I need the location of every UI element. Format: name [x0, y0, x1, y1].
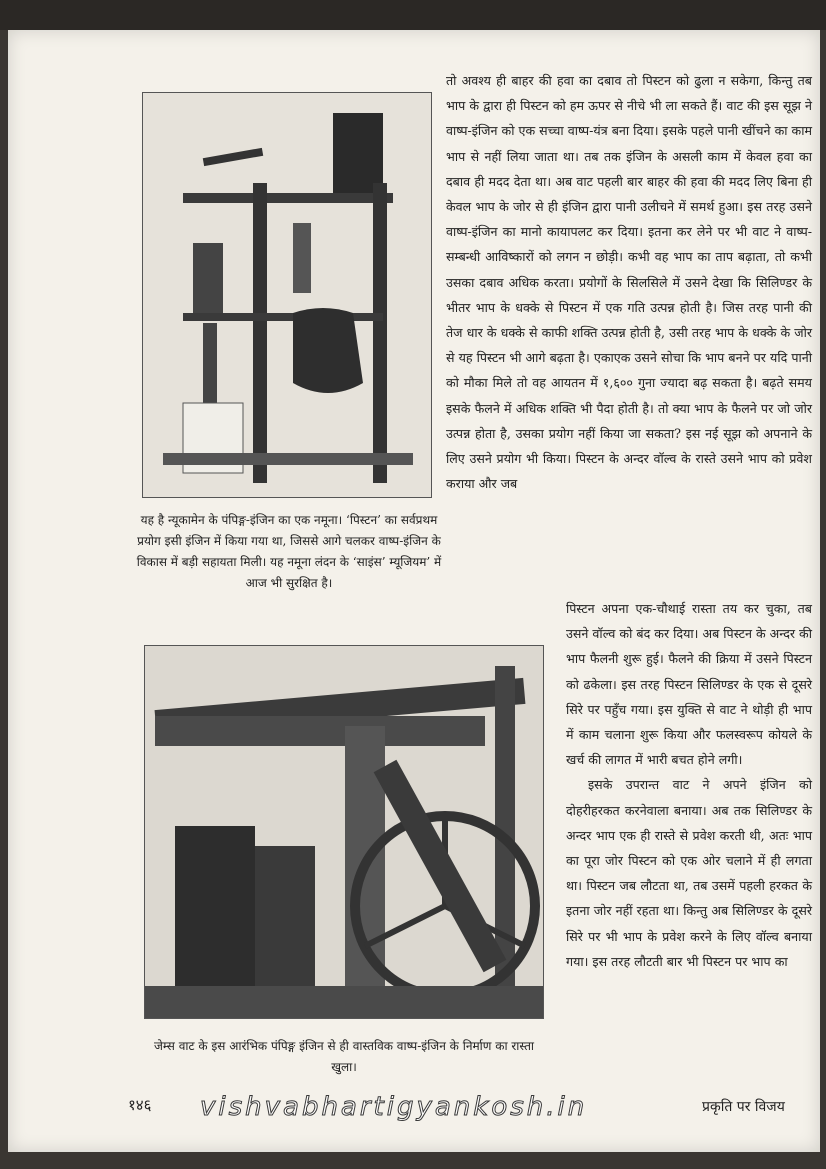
page-number: १४६	[128, 1096, 152, 1114]
paragraph-1: पिस्टन अपना एक-चौथाई रास्ता तय कर चुका, तब उसने वॉल्व को बंद कर दिया। अब पिस्टन के अन्दर की भाप फैलनी शुरू हुई। फैलने की क्रिया में उसने पिस्टन को ढकेला। इस तरह पिस्टन सिलिण्डर के एक से दूसरे सिरे पर पहुँच गया। इस युक्ति से वाट ने थोड़ी ही भाप में काम चलाना शुरू किया और फलस्वरूप कोयले के खर्च की लागत में भारी बचत होने लगी।	[566, 601, 812, 768]
watt-engine-illustration	[145, 646, 543, 1018]
watermark: vishvabhartigyankosh.in	[200, 1092, 588, 1122]
figure-1-caption: यह है न्यूकामेन के पंपिङ्ग-इंजिन का एक नमूना। ‘पिस्टन’ का सर्वप्रथम प्रयोग इसी इंजिन में किया गया था, जिससे आगे चलकर वाष्प-इंजिन के विकास में बड़ी सहायता मिली। यह नमूना लंदन के ‘साइंस’ म्यूजियम’ में आज भी सुरक्षित है।	[136, 513, 442, 590]
running-head: प्रकृति पर विजय	[702, 1099, 785, 1115]
scan-top-edge	[0, 0, 826, 30]
figure-newcomen-engine	[142, 92, 432, 498]
body-text-right-column: तो अवश्य ही बाहर की हवा का दबाव तो पिस्टन को ढुला न सकेगा, किन्तु तब भाप के द्वारा ही पिस्टन को हम ऊपर से नीचे भी ला सकते हैं। वाट की इस सूझ ने वाष्प-इंजिन को एक सच्चा वाष्प-यंत्र बना दिया। इसके पहले पानी खींचने का काम भाप से नहीं लिया जाता था। तब तक इंजिन के असली काम में केवल हवा का दबाव ही मदद देता था। अब वाट पहली बार बाहर की हवा की मदद लिए बिना ही केवल भाप के जोर से ही इंजिन द्वारा पानी उलीचने में समर्थ हुआ। इस तरह उसने वाष्प-इंजिन का मानो कायापलट कर दिया। इतना कर लेने पर भी वाट ने वाष्प-सम्बन्धी आविष्कारों को लगन न छोड़ी। कभी वह भाप का ताप बढ़ाता, तो कभी उसका दबाव अधिक करता। प्रयोगों के सिलसिले में उसने देखा कि सिलिण्डर के भीतर भाप के धक्के से पिस्टन में एक गति उत्पन्न होती है। जिस तरह पानी की तेज धार के धक्के से काफी शक्ति उत्पन्न होती है, उसी तरह भाप के धक्के के जोर से यह पिस्टन भी आगे बढ़ता है। एकाएक उसने सोचा कि भाप बनने पर यदि पानी को मौका मिले तो वह आयतन में १,६०० गुना ज्यादा बढ़ सकता है। बढ़ते समय इसके फैलने में अधिक शक्ति भी पैदा होती है। तो क्या भाप के फैलने पर जो जोर उत्पन्न होता है, उसका प्रयोग नहीं किया जा सकता? इस नई सूझ को अपनाने के लिए उसने प्रयोग भी किया। पिस्टन के अन्दर वॉल्व के रास्ते उसने भाप को प्रवेश कराया और जब	[446, 73, 812, 492]
paragraph-2: इसके उपरान्त वाट ने अपने इंजिन को दोहरीहरकत करनेवाला बनाया। अब तक सिलिण्डर के अन्दर भाप एक ही रास्ते से प्रवेश करती थी, अतः भाप का पूरा जोर पिस्टन को एक ओर चलाने में ही लगता था। पिस्टन जब लौटता था, तब उसमें पहली हरकत के इतना जोर नहीं रहता था। किन्तु अब सिलिण्डर के दूसरे सिरे पर भी भाप के प्रवेश करने के लिए वॉल्व बनाया गया। इस तरह लौटती बार भी पिस्टन पर भाप का	[566, 777, 812, 969]
newcomen-engine-illustration	[143, 93, 431, 497]
figure-watt-engine	[144, 645, 544, 1019]
body-text-lower-column	[566, 596, 812, 974]
figure-2-caption: जेम्स वाट के इस आरंभिक पंपिङ्ग इंजिन से ही वास्तविक वाष्प-इंजिन के निर्माण का रास्ता खुला।	[153, 1039, 535, 1074]
